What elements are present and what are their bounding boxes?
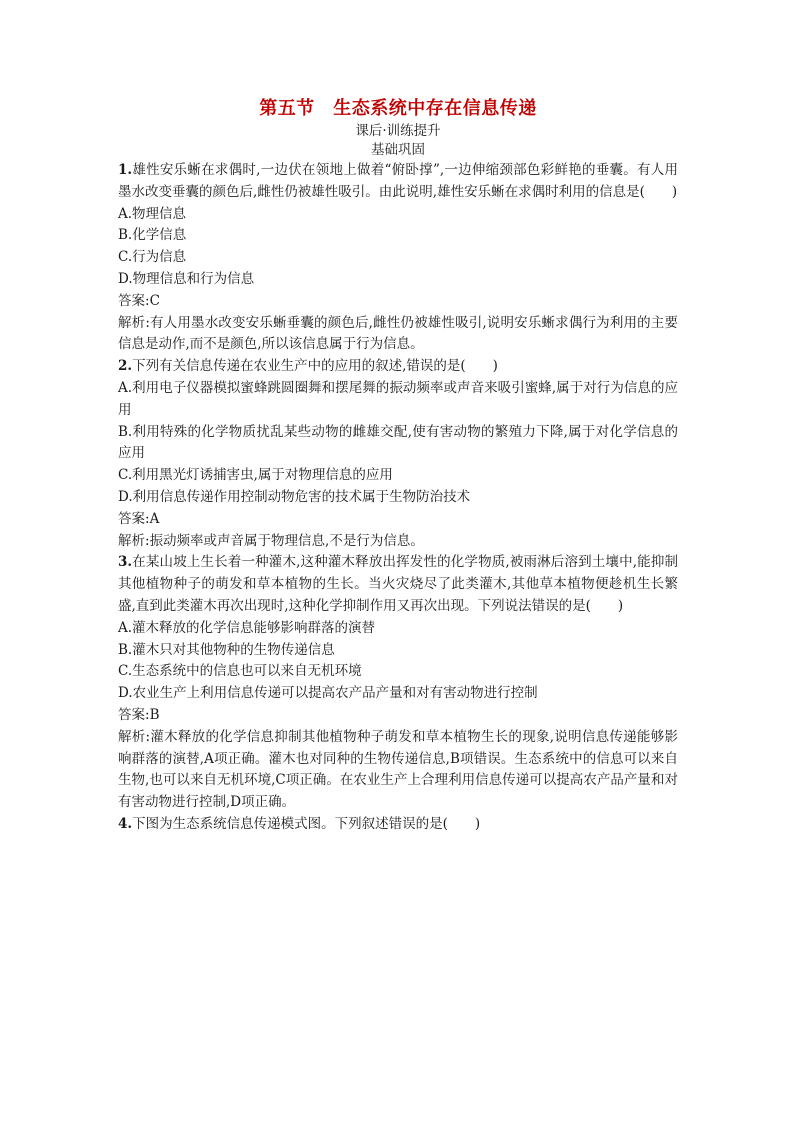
analysis-text: 振动频率或声音属于物理信息,不是行为信息。 xyxy=(149,532,424,549)
analysis-label: 解析: xyxy=(118,314,150,331)
analysis-line xyxy=(118,313,678,357)
answer-label: 答案: xyxy=(118,706,150,723)
answer-line xyxy=(118,291,678,313)
option-a: A.利用电子仪器模拟蜜蜂跳圆圈舞和摆尾舞的振动频率或声音来吸引蜜蜂,属于对行为信息的应用 xyxy=(118,379,678,418)
question-3 xyxy=(118,552,678,814)
answer-value: C xyxy=(149,292,160,309)
question-text: 下图为生态系统信息传递模式图。下列叙述错误的是( ) xyxy=(132,815,481,832)
question-number: 4. xyxy=(118,815,133,832)
option-a: A.灌木释放的化学信息能够影响群落的演替 xyxy=(118,619,376,636)
answer-line xyxy=(118,705,678,727)
document-page xyxy=(118,96,678,836)
question-4 xyxy=(118,814,678,836)
answer-line xyxy=(118,509,678,531)
question-number: 1. xyxy=(118,162,133,178)
question-number: 3. xyxy=(118,554,133,571)
option-a: A.物理信息 xyxy=(118,205,187,222)
question-1 xyxy=(118,160,678,356)
answer-value: A xyxy=(149,510,160,527)
analysis-text: 有人用墨水改变安乐蜥垂囊的颜色后,雌性仍被雄性吸引,说明安乐蜥求偶行为利用的主要信息是动作,而不是颜色,所以该信息属于行为信息。 xyxy=(118,314,678,353)
question-stem xyxy=(118,814,678,836)
question-text: 雄性安乐蜥在求偶时,一边伏在领地上做着“俯卧撑”,一边伸缩颈部色彩鲜艳的垂囊。有人用墨水改变垂囊的颜色后,雌性仍被雄性吸引。由此说明,雄性安乐蜥在求偶时利用的信息是( ) xyxy=(118,162,678,200)
option-b: B.化学信息 xyxy=(118,227,187,244)
question-number: 2. xyxy=(118,358,133,375)
analysis-text: 灌木释放的化学信息抑制其他植物种子萌发和草本植物生长的现象,说明信息传递能够影响群落的演替,A项正确。灌木也对同种的生物传递信息,B项错误。生态系统中的信息可以来自生物,也可以来自无机环境,C项正确。在农业生产上合理利用信息传递可以提高农产品产量和对有害动物进行控制,D项正确。 xyxy=(118,728,678,811)
option-b: B.灌木只对其他物种的生物传递信息 xyxy=(118,641,335,658)
section-heading: 基础巩固 xyxy=(371,142,425,158)
question-text: 在某山坡上生长着一种灌木,这种灌木释放出挥发性的化学物质,被雨淋后溶到土壤中,能抑制其他植物种子的萌发和草本植物的生长。当火灾烧尽了此类灌木,其他草本植物便趁机生长繁盛,直到此类灌木再次出现时,这种化学抑制作用又再次出现。下列说法错误的是( ) xyxy=(118,554,678,614)
analysis-line xyxy=(118,531,678,553)
question-text: 下列有关信息传递在农业生产中的应用的叙述,错误的是( ) xyxy=(132,358,498,375)
option-d: D.物理信息和行为信息 xyxy=(118,270,255,287)
question-2 xyxy=(118,356,678,552)
question-stem xyxy=(118,160,678,204)
analysis-label: 解析: xyxy=(118,532,150,549)
answer-label: 答案: xyxy=(118,510,150,527)
analysis-line xyxy=(118,727,678,814)
option-b: B.利用特殊的化学物质扰乱某些动物的雌雄交配,使有害动物的繁殖力下降,属于对化学信息的应用 xyxy=(118,423,678,462)
option-d: D.利用信息传递作用控制动物危害的技术属于生物防治技术 xyxy=(118,488,471,505)
page-title: 第五节 生态系统中存在信息传递 xyxy=(259,98,537,119)
analysis-label: 解析: xyxy=(118,728,151,745)
question-stem xyxy=(118,356,678,378)
page-subtitle: 课后·训练提升 xyxy=(355,123,441,139)
option-c: C.生态系统中的信息也可以来自无机环境 xyxy=(118,663,362,680)
answer-value: B xyxy=(149,706,160,723)
question-stem xyxy=(118,552,678,617)
option-c: C.利用黑光灯诱捕害虫,属于对物理信息的应用 xyxy=(118,467,393,484)
answer-label: 答案: xyxy=(118,292,150,309)
option-c: C.行为信息 xyxy=(118,249,187,266)
option-d: D.农业生产上利用信息传递可以提高农产品产量和对有害动物进行控制 xyxy=(118,685,538,702)
